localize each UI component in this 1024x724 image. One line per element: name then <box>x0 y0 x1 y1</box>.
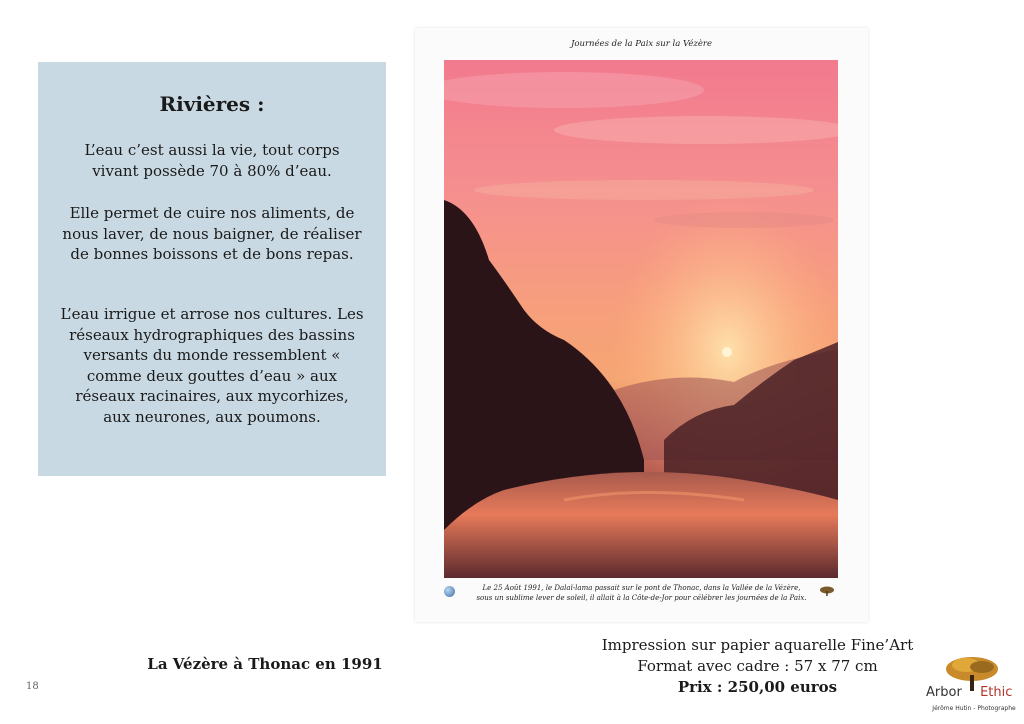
poster-title: Journées de la Paix sur la Vézère <box>570 39 713 49</box>
print-format: Format avec cadre : 57 x 77 cm <box>637 657 878 675</box>
panel-paragraph-3: L’eau irrigue et arrose nos cultures. Les réseaux hydrographiques des bassins versants du monde ressemblent « comme deux gouttes d’eau » aux réseaux racinaires, aux mycorhizes, aux neurones, aux poumons. <box>60 305 364 426</box>
print-info <box>590 635 925 698</box>
sun-icon <box>722 347 732 357</box>
print-paper: Impression sur papier aquarelle Fine’Art <box>601 636 914 654</box>
panel-paragraph-1: L’eau c’est aussi la vie, tout corps vivant possède 70 à 80% d’eau. <box>84 141 340 180</box>
poster-caption <box>475 583 808 603</box>
panel-title: Rivières : <box>159 92 265 116</box>
logo-name-arbor: Arbor <box>926 685 962 700</box>
sunset-river-photo <box>444 60 838 578</box>
caption-line-1: Le 25 Août 1991, le Dalaï-lama passait sur le pont de Thonac, dans la Vallée de la Vézère, <box>482 584 801 592</box>
caption-line-2: sous un sublime lever de soleil, il allait à la Côte-de-Jor pour célébrer les journées de la Paix. <box>476 594 807 602</box>
poster <box>415 28 868 622</box>
photo-graphic <box>444 60 838 578</box>
print-price: Prix : 250,00 euros <box>677 678 838 696</box>
small-tree-icon <box>819 586 835 596</box>
text-panel <box>38 62 386 476</box>
logo-subtitle: Jérôme Hutin - Photographe <box>932 705 1016 712</box>
logo-name-ethic: Ethic <box>980 685 1013 700</box>
arbor-ethic-logo <box>922 655 1022 721</box>
photo-title: La Vézère à Thonac en 1991 <box>147 655 383 673</box>
page-number: 18 <box>26 681 39 692</box>
logo-name <box>926 685 1022 700</box>
panel-paragraph-2: Elle permet de cuire nos aliments, de nous laver, de nous baigner, de réaliser de bonnes boissons et de bons repas. <box>62 204 362 263</box>
globe-icon <box>444 586 455 597</box>
